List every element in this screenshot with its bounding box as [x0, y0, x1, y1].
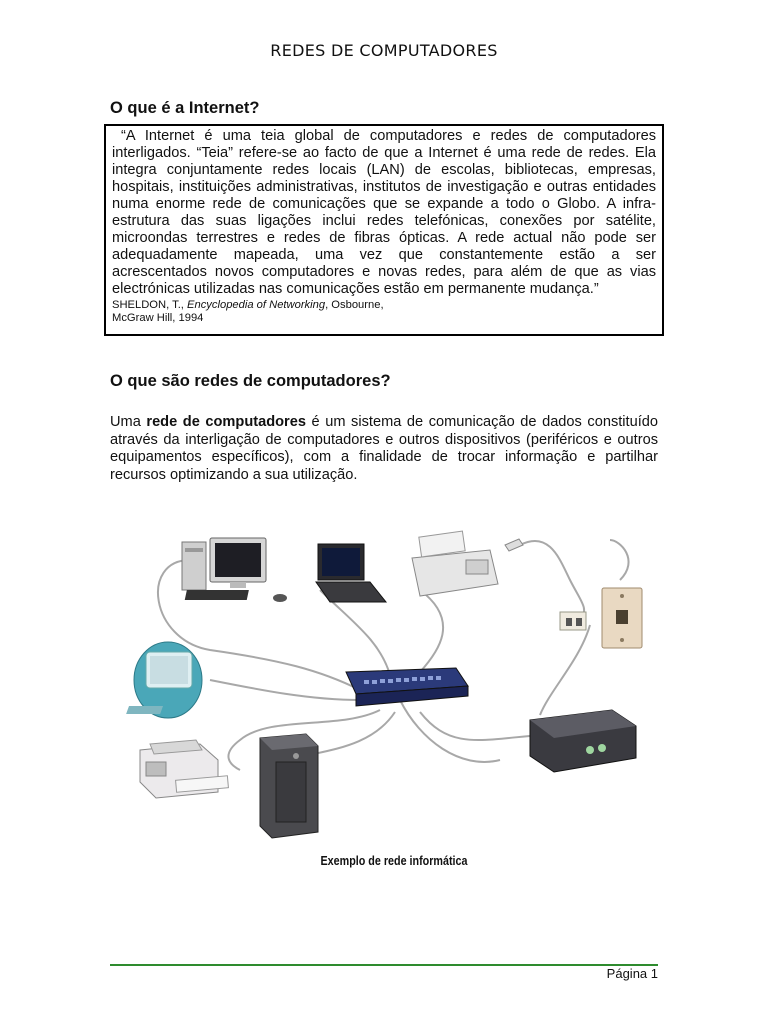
page-number: Página 1 — [606, 966, 658, 981]
laptop-image — [316, 544, 386, 602]
phone-splitter-image — [560, 612, 586, 630]
citation-work: Encyclopedia of Networking — [187, 299, 326, 311]
definition-paragraph — [110, 414, 658, 484]
router-image — [530, 710, 636, 772]
quote-box — [104, 124, 664, 336]
figure-caption: Exemplo de rede informática — [320, 854, 468, 868]
citation-author: SHELDON, T., — [112, 299, 188, 311]
section-heading-networks: O que são redes de computadores? — [110, 372, 391, 390]
citation-publisher: , Osbourne, — [325, 299, 384, 311]
section-heading-internet: O que é a Internet? — [110, 99, 260, 117]
fax-machine-image — [412, 531, 523, 596]
network-switch-image — [346, 668, 468, 706]
quote-paragraph — [112, 128, 656, 298]
citation-line2: McGraw Hill, 1994 — [112, 312, 204, 324]
imac-computer-image — [126, 642, 202, 718]
desktop-computer-image — [182, 538, 287, 602]
quote-text: “A Internet é uma teia global de computadores e redes de computadores interligados. “Teia” refere-se ao facto de que a Internet é uma rede de redes. Ela integra conjuntamente redes locais (LAN) de escolas, bibliotecas, empresas, hospitais, instituições administrativas, institutos de investigação e outras entidades numa enorme rede de comunicações que se expande a todo o Globo. A infra-estrutura das suas ligações inclui redes telefónicas, conexões por satélite, microondas terrestres e redes de fibras ópticas. A rede actual não pode ser adequadamente mapeada, uma vez que constantemente estão a ser acrescentados novos computadores e novas redes, para além de que as vias electrónicas utilizadas nas comunicações estão em permanente mudança.” — [112, 128, 656, 297]
document-title: REDES DE COMPUTADORES — [270, 41, 498, 60]
network-diagram-illustration — [120, 500, 660, 845]
footer-rule — [110, 964, 658, 966]
paragraph-text-rest: é um sistema de comunicação de dados constituído através da interligação de computadores e outros dispositivos (periféricos e outros equipamentos específicos), com a finalidade de trocar informação e partilhar recursos optimizando a sua utilização. — [110, 414, 658, 483]
server-tower-image — [260, 734, 318, 838]
paragraph-text-start: Uma — [110, 414, 147, 430]
printer-image — [140, 740, 228, 798]
paragraph-bold-term: rede de computadores — [146, 414, 306, 430]
wall-phone-jack-image — [602, 588, 642, 648]
citation — [112, 299, 656, 325]
